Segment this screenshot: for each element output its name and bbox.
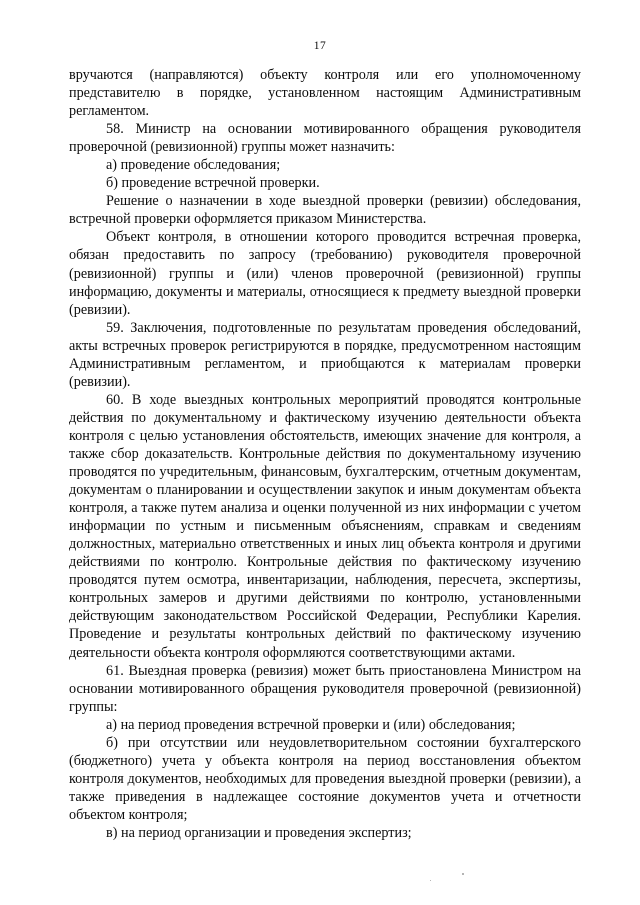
paragraph-object-obligation: Объект контроля, в отношении которого проводится встречная проверка, обязан предоставить по запросу (требованию) руководителя проверочной (ревизионной) группы и (или) членов проверочной (ревизионной) группы информацию, документы и материалы, относящиеся к предмету выездной проверки (ревизии). bbox=[69, 229, 581, 318]
list-item-a: а) проведение обследования; bbox=[106, 157, 281, 174]
paragraph-61: 61. Выездная проверка (ревизия) может быть приостановлена Министром на основании мотивированного обращения руководителя проверочной (ревизионной) группы: bbox=[69, 662, 581, 715]
list-item-61-v: в) на период организации и проведения экспертиз; bbox=[106, 824, 412, 841]
list-item-b: б) проведение встречной проверки. bbox=[106, 175, 320, 192]
page-number: 17 bbox=[313, 40, 327, 52]
paragraph-60: 60. В ходе выездных контрольных мероприятий проводятся контрольные действия по документальному и фактическому изучению деятельности объекта контроля с целью установления обстоятельств, имеющих значение для контроля, а также сбор доказательств. Контрольные действия по документальному изучению проводятся по учредительным, финансовым, бухгалтерским, отчетным документам, документам о планировании и осуществлении закупок и иным документам объекта контроля, а также путем анализа и оценки полученной из них информации с учетом информации по устным и письменным объяснениям, справкам и сведениям должностных, материально ответственных и иных лиц объекта контроля и другими действиями по контролю. Контрольные действия по фактическому изучению проводятся путем осмотра, инвентаризации, наблюдения, пересчета, экспертизы, контрольных замеров и другими действиями по контролю, установленными действующим законодательством Российской Федерации, Республики Карелия. Проведение и результаты контрольных действий по фактическому изучению деятельности объекта контроля оформляются соответствующими актами. bbox=[69, 391, 581, 661]
paragraph-decision: Решение о назначении в ходе выездной проверки (ревизии) обследования, встречной проверки оформляется приказом Министерства. bbox=[69, 193, 581, 228]
list-item-61-b: б) при отсутствии или неудовлетворительном состоянии бухгалтерского (бюджетного) учета у объекта контроля на период восстановления объектом контроля документов, необходимых для проведения выездной проверки (ревизии), а также приведения в надлежащее состояние документов учета и отчетности объектом контроля; bbox=[69, 734, 581, 823]
document-body bbox=[69, 66, 581, 842]
paragraph-59: 59. Заключения, подготовленные по результатам проведения обследований, акты встречных проверок регистрируются в порядке, предусмотренном настоящим Административным регламентом, и приобщаются к материалам проверки (ревизии). bbox=[69, 319, 581, 390]
scan-speck bbox=[430, 880, 431, 881]
paragraph-58: 58. Министр на основании мотивированного обращения руководителя проверочной (ревизионной) группы может назначить: bbox=[69, 121, 581, 156]
scan-speck bbox=[462, 873, 464, 875]
paragraph-continuation: вручаются (направляются) объекту контроля или его уполномоченному представителю в порядке, установленном настоящим Административным регламентом. bbox=[69, 67, 581, 120]
list-item-61-a: а) на период проведения встречной проверки и (или) обследования; bbox=[106, 716, 516, 733]
